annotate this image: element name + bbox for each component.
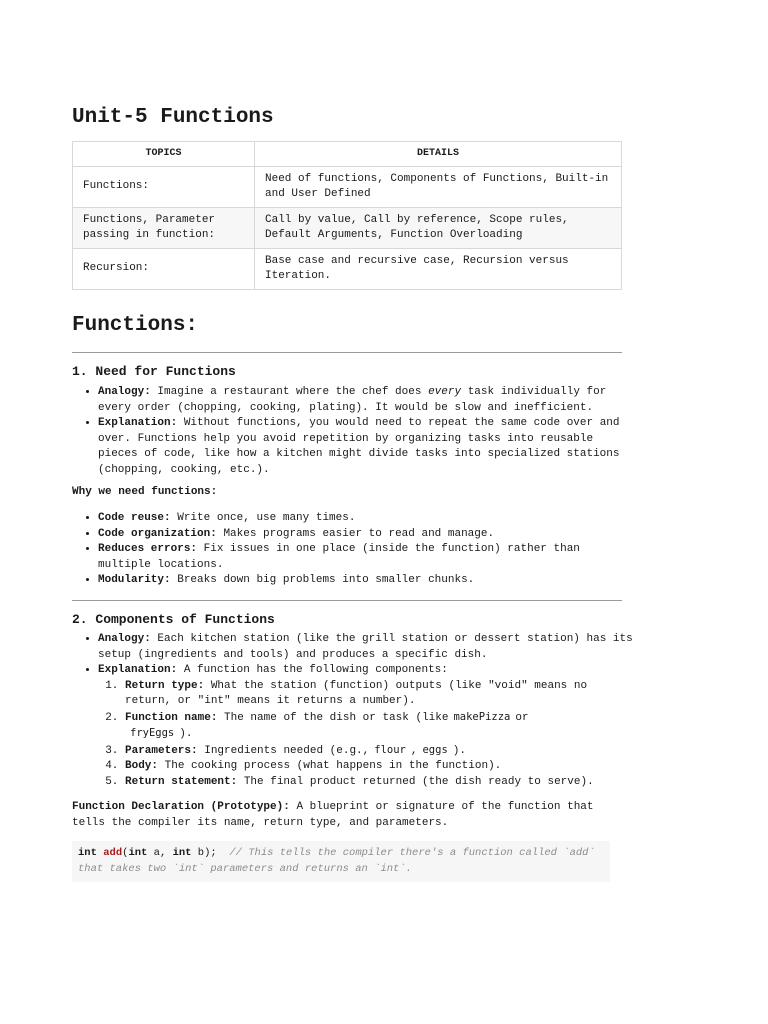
reasons-list <box>72 511 638 589</box>
component-text: ). <box>179 728 193 740</box>
reason-label: Reduces errors: <box>98 543 198 555</box>
divider <box>72 600 622 601</box>
analogy-emphasis: every <box>428 386 462 398</box>
component-label: Return type: <box>125 679 205 692</box>
list-item <box>98 416 638 478</box>
list-item <box>98 573 638 589</box>
reason-text: Fix issues in one place (inside the function) rather than multiple locations. <box>98 543 580 571</box>
reason-text: Breaks down big problems into smaller chunks. <box>177 574 475 586</box>
list-item <box>125 775 638 791</box>
component-text: ). <box>452 744 466 757</box>
code-block <box>72 841 610 882</box>
declaration-text: A blueprint or signature of the function that tells the compiler its name, return type, and parameters. <box>72 801 594 829</box>
explanation-label: Explanation: <box>98 417 178 429</box>
list-item <box>125 679 638 710</box>
code-paren: ( <box>122 847 129 859</box>
code-function-name: add <box>103 847 123 859</box>
component-text: The name of the dish or task (like <box>224 711 449 724</box>
list-item <box>98 527 638 543</box>
inline-code: flour <box>374 743 406 756</box>
why-heading <box>72 485 622 501</box>
topics-table <box>72 141 622 290</box>
code-param: a, <box>153 847 167 859</box>
page-title: Unit-5 Functions <box>72 106 274 129</box>
list-item <box>98 632 638 663</box>
list-item <box>98 663 638 790</box>
reason-label: Modularity: <box>98 574 171 586</box>
table-cell-topic: Functions, Parameter passing in function: <box>73 208 255 249</box>
analogy-text: Each kitchen station (like the grill station or dessert station) has its setup (ingredients and tools) and produces a specific dish. <box>98 633 633 661</box>
reason-text: Makes programs easier to read and manage. <box>223 527 495 540</box>
declaration-label: Function Declaration (Prototype): <box>72 801 290 813</box>
table-cell-topic: Functions: <box>73 167 255 208</box>
component-text: or <box>515 711 529 724</box>
code-keyword: int <box>78 847 97 859</box>
list-item <box>98 385 638 416</box>
section-heading-components: 2. Components of Functions <box>72 612 275 627</box>
code-comment: // This tells the compiler there's a function called `add` that takes two `int` parameters and returns an `int`. <box>78 847 595 875</box>
reason-label: Code reuse: <box>98 512 171 524</box>
component-label: Return statement: <box>125 775 238 788</box>
table-cell-details: Need of functions, Components of Functions, Built-in and User Defined <box>255 167 622 208</box>
reason-label: Code organization: <box>98 527 217 540</box>
component-text: What the station (function) outputs (like "void" means no return, or "int" means it returns a number). <box>125 679 588 707</box>
divider <box>72 352 622 353</box>
component-label: Parameters: <box>125 744 198 757</box>
analogy-label: Analogy: <box>98 386 151 398</box>
table-row <box>73 208 622 249</box>
component-label: Body: <box>125 760 159 772</box>
declaration-paragraph <box>72 800 622 831</box>
list-item <box>98 542 638 573</box>
list-item <box>125 759 638 775</box>
table-cell-details: Base case and recursive case, Recursion versus Iteration. <box>255 249 622 290</box>
explanation-text: A function has the following components: <box>183 664 448 676</box>
list-item <box>98 511 638 527</box>
component-label: Function name: <box>125 711 218 724</box>
explanation-label: Explanation: <box>98 664 178 676</box>
table-cell-details: Call by value, Call by reference, Scope rules, Default Arguments, Function Overloading <box>255 208 622 249</box>
section-heading-need: 1. Need for Functions <box>72 364 236 379</box>
component-text: The cooking process (what happens in the function). <box>164 760 502 772</box>
list-item <box>125 743 638 760</box>
analogy-text-post: task individually for every order (chopping, cooking, plating). It would be slow and inefficient. <box>98 386 607 414</box>
reason-text: Write once, use many times. <box>177 512 356 524</box>
components-list <box>72 632 638 790</box>
component-text: , <box>410 744 418 757</box>
table-header-row <box>73 142 622 167</box>
component-text: The final product returned (the dish ready to serve). <box>243 775 594 788</box>
list-item <box>125 710 638 743</box>
analogy-label: Analogy: <box>98 633 151 645</box>
why-heading-text: Why we need functions: <box>72 486 218 498</box>
inline-code: fryEggs <box>130 727 175 739</box>
table-row <box>73 167 622 208</box>
need-list <box>72 385 638 478</box>
table-header-topics: TOPICS <box>73 142 255 167</box>
table-header-details: DETAILS <box>255 142 622 167</box>
explanation-text: Without functions, you would need to repeat the same code over and over. Functions help you avoid repetition by organizing tasks into reusable pieces of code, like how a kitchen might divide tasks into specialized stations (chopping, cooking, etc.). <box>98 417 620 476</box>
components-numbered-list <box>98 679 638 791</box>
inline-code: makePizza <box>453 710 511 723</box>
table-cell-topic: Recursion: <box>73 249 255 290</box>
analogy-text-pre: Imagine a restaurant where the chef does <box>157 386 422 398</box>
component-text: Ingredients needed (e.g., <box>204 744 370 757</box>
code-keyword: int <box>128 847 148 859</box>
table-row <box>73 249 622 290</box>
inline-code: eggs <box>422 743 448 756</box>
code-param: b); <box>197 847 217 859</box>
code-keyword: int <box>172 847 192 859</box>
functions-heading: Functions: <box>72 314 199 337</box>
